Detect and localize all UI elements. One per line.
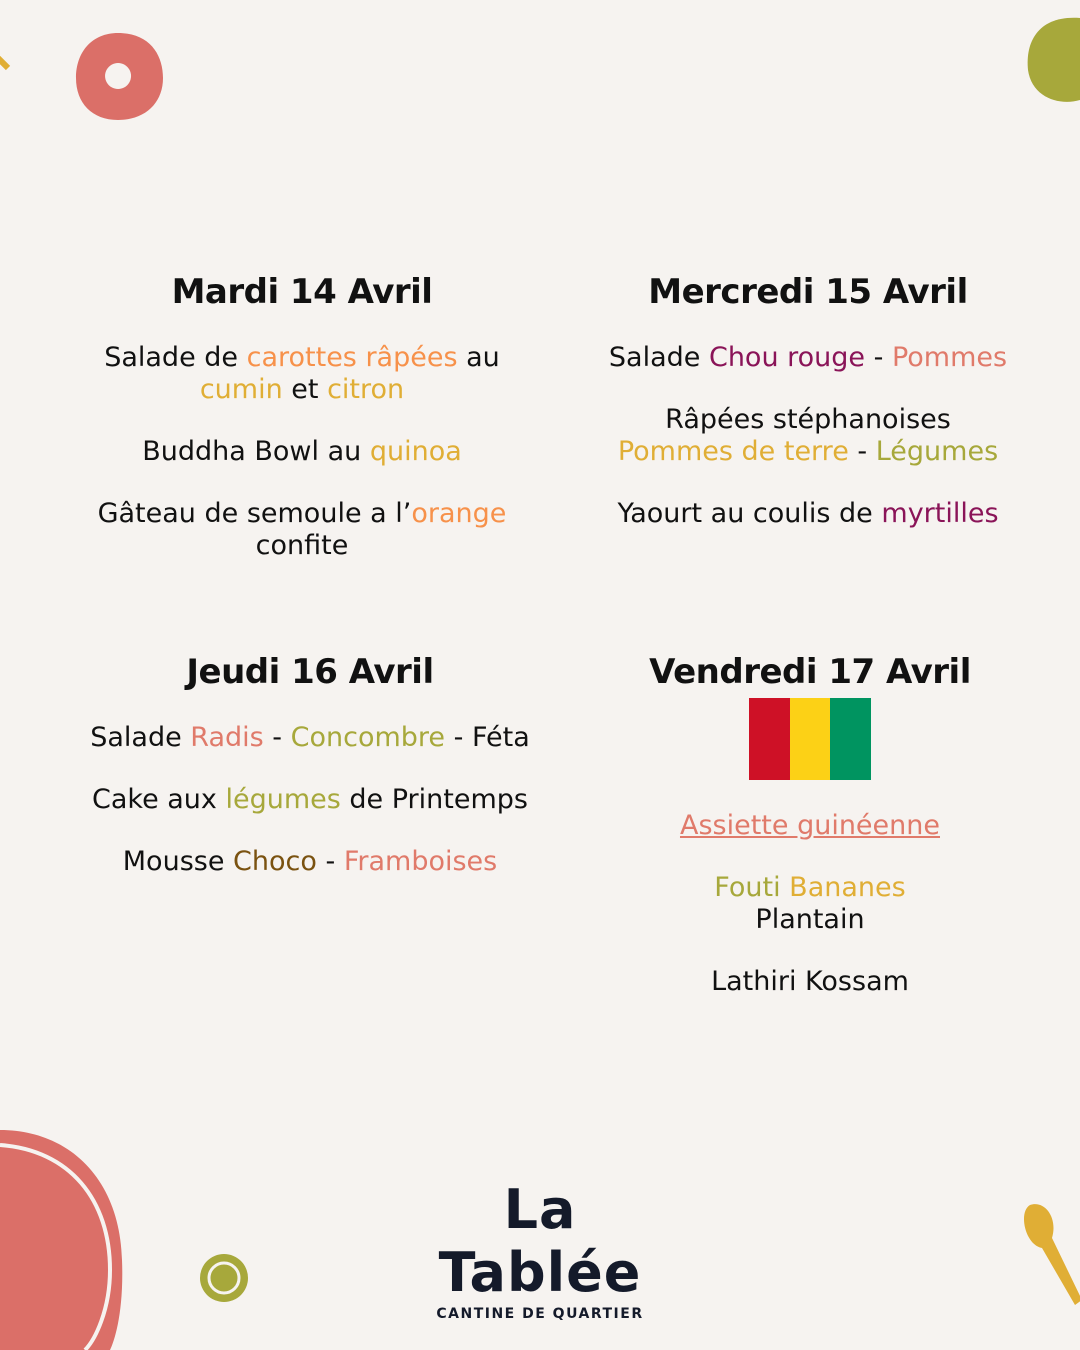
menu-item bbox=[50, 846, 570, 878]
menu-item-text: de Printemps bbox=[340, 784, 528, 815]
menu-item-text: - bbox=[316, 846, 344, 877]
menu-item-text: Plantain bbox=[755, 904, 865, 935]
menu-item-text: - bbox=[848, 436, 876, 467]
flag-stripe bbox=[830, 698, 871, 780]
menu-item-text: Buddha Bowl au bbox=[142, 436, 370, 467]
menu-item bbox=[50, 784, 570, 816]
menu-item-text: Framboises bbox=[343, 846, 498, 877]
menu-item-text: et bbox=[282, 374, 328, 405]
day-vendredi bbox=[550, 652, 1070, 998]
menu-item-text: Pommes bbox=[891, 342, 1008, 373]
logo bbox=[425, 1178, 655, 1322]
menu-item-text: quinoa bbox=[369, 436, 462, 467]
menu-item-text: Mousse bbox=[122, 846, 234, 877]
menu-item-text: Yaourt au coulis de bbox=[617, 498, 882, 529]
menu-item-text: - bbox=[263, 722, 291, 753]
menu-item-text bbox=[781, 872, 790, 903]
flag-stripe bbox=[790, 698, 831, 780]
menu-item bbox=[608, 404, 1008, 468]
menu-item-text: Cake aux bbox=[92, 784, 226, 815]
menu-item-text: orange bbox=[411, 498, 507, 529]
olive-ring-icon bbox=[200, 1254, 248, 1302]
day-mercredi bbox=[548, 272, 1068, 530]
day-title: Jeudi 16 Avril bbox=[186, 652, 434, 692]
menu-item bbox=[50, 722, 570, 754]
menu-item-text: Radis bbox=[190, 722, 264, 753]
day-mardi bbox=[42, 272, 562, 562]
menu-item bbox=[690, 872, 930, 936]
menu-item-text: citron bbox=[327, 374, 405, 405]
menu-item-text: confite bbox=[255, 530, 349, 561]
day-title: Mardi 14 Avril bbox=[171, 272, 433, 312]
menu-item-text: Fouti bbox=[714, 872, 781, 903]
menu-item bbox=[42, 436, 562, 468]
menu-item bbox=[550, 810, 1070, 842]
menu-item-text: Lathiri Kossam bbox=[711, 966, 909, 997]
day-title: Mercredi 15 Avril bbox=[648, 272, 968, 312]
spoon-icon bbox=[1024, 1204, 1080, 1305]
menu-item-text: Chou rouge bbox=[708, 342, 866, 373]
menu-item bbox=[82, 342, 522, 406]
menu-item-text: cumin bbox=[199, 374, 283, 405]
menu-item bbox=[82, 498, 522, 562]
day-title: Vendredi 17 Avril bbox=[649, 652, 971, 692]
menu-item-text: carottes râpées bbox=[246, 342, 458, 373]
menu-item-text: Choco bbox=[233, 846, 317, 877]
menu-item-text: Gâteau de semoule a l’ bbox=[97, 498, 412, 529]
olive-blob-icon bbox=[1028, 18, 1080, 102]
logo-name: La Tablée bbox=[438, 1178, 642, 1304]
menu-item-text: Assiette guinéenne bbox=[679, 810, 940, 841]
guinea-flag-icon bbox=[749, 698, 871, 780]
logo-tagline: CANTINE DE QUARTIER bbox=[436, 1306, 644, 1322]
red-donut-icon bbox=[76, 33, 163, 120]
menu-item-text: Salade bbox=[90, 722, 191, 753]
menu-item-text: Légumes bbox=[875, 436, 999, 467]
menu-item bbox=[548, 498, 1068, 530]
menu-item bbox=[550, 966, 1070, 998]
menu-item-text: - Féta bbox=[445, 722, 530, 753]
day-jeudi bbox=[50, 652, 570, 878]
flag-stripe bbox=[749, 698, 790, 780]
menu-item-text: Salade de bbox=[104, 342, 247, 373]
menu-item-text: myrtilles bbox=[881, 498, 999, 529]
menu-item-text: Bananes bbox=[789, 872, 906, 903]
menu-item-text: - bbox=[865, 342, 892, 373]
menu-item-text: Râpées stéphanoises bbox=[665, 404, 951, 435]
menu-item-text: Concombre bbox=[290, 722, 446, 753]
menu-item bbox=[548, 342, 1068, 374]
yellow-stroke-icon bbox=[0, 55, 8, 68]
menu-item-text: Salade bbox=[608, 342, 709, 373]
menu-item-text: légumes bbox=[225, 784, 341, 815]
menu-item-text: au bbox=[457, 342, 500, 373]
menu-item-text: Pommes de terre bbox=[617, 436, 849, 467]
